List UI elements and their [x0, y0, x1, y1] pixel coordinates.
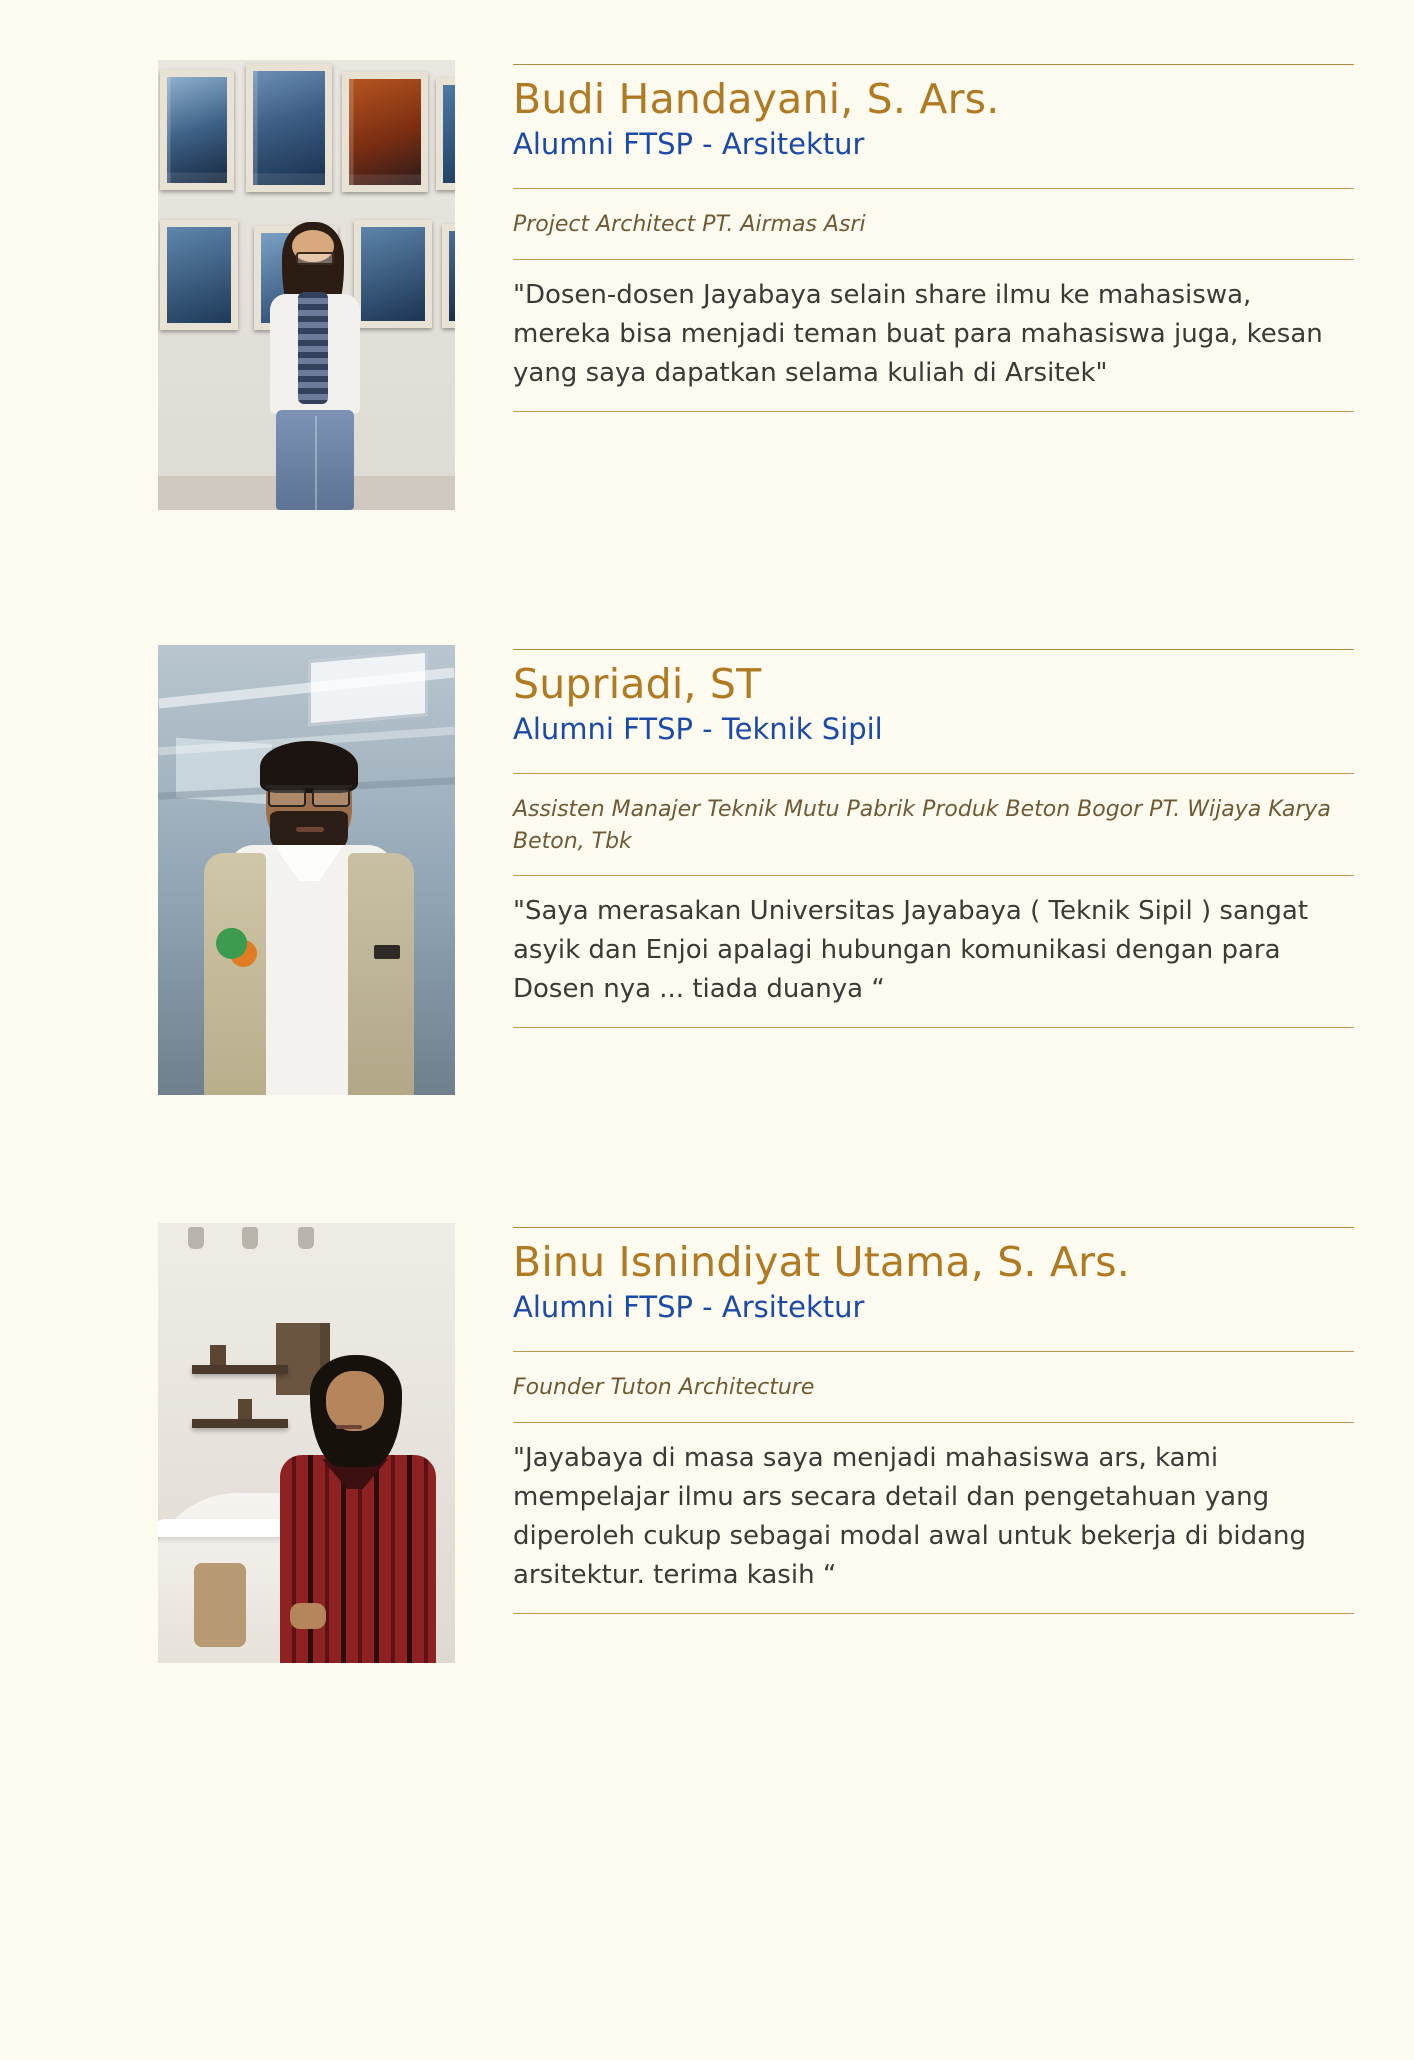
header-block	[513, 65, 1354, 188]
alumni-photo	[158, 60, 455, 510]
wall-shelf	[192, 1419, 288, 1428]
scarf	[298, 292, 328, 404]
alumni-role: Assisten Manajer Teknik Mutu Pabrik Produk Beton Bogor PT. Wijaya Karya Beton, Tbk	[513, 796, 1331, 854]
alumni-name: Supriadi, ST	[513, 660, 762, 708]
alumni-photo	[158, 645, 455, 1095]
alumni-program: Alumni FTSP - Arsitektur	[513, 126, 865, 161]
person-figure	[276, 1363, 436, 1663]
alumni-quote: "Saya merasakan Universitas Jayabaya ( Teknik Sipil ) sangat asyik dan Enjoi apalagi hubungan komunikasi dengan para Dosen nya ... tiada duanya “	[513, 896, 1309, 1005]
testimonial-content	[513, 645, 1354, 1028]
jeans	[276, 410, 354, 510]
work-vest	[348, 853, 414, 1095]
divider	[513, 1613, 1354, 1614]
hair	[310, 1355, 402, 1467]
framed-picture-icon	[442, 224, 455, 328]
alumni-name: Binu Isnindiyat Utama, S. Ars.	[513, 1238, 1130, 1286]
divider	[513, 1027, 1354, 1028]
framed-picture-icon	[160, 70, 234, 190]
shelf-object	[210, 1345, 226, 1365]
alumni-program: Alumni FTSP - Teknik Sipil	[513, 711, 883, 746]
framed-picture-icon	[436, 78, 455, 190]
person-figure	[204, 749, 414, 1095]
wall-shelf	[192, 1365, 288, 1374]
work-vest	[204, 853, 266, 1095]
framed-picture-icon	[160, 220, 238, 330]
shelf-object	[238, 1399, 252, 1419]
name-badge	[374, 945, 400, 959]
ceiling-light-icon	[298, 1227, 314, 1249]
mouth	[296, 827, 324, 832]
testimonial-content	[513, 60, 1354, 412]
testimonial-card	[0, 1223, 1414, 1663]
alumni-program: Alumni FTSP - Arsitektur	[513, 1289, 865, 1324]
header-block	[513, 650, 1354, 773]
stool	[194, 1563, 246, 1647]
framed-picture-icon	[342, 72, 428, 192]
testimonial-page	[0, 60, 1414, 2060]
alumni-role: Founder Tuton Architecture	[513, 1374, 815, 1400]
photo-container	[158, 60, 455, 510]
hand	[290, 1603, 326, 1629]
alumni-photo	[158, 1223, 455, 1663]
mouth	[336, 1425, 362, 1429]
testimonial-card	[0, 60, 1414, 510]
alumni-quote: "Jayabaya di masa saya menjadi mahasiswa ars, kami mempelajar ilmu ars secara detail dan pengetahuan yang diperoleh cukup sebagai modal awal untuk bekerja di bidang arsitektur. terima kasih “	[513, 1442, 1306, 1590]
framed-picture-icon	[246, 64, 332, 192]
testimonial-content	[513, 1223, 1354, 1614]
header-block	[513, 1228, 1354, 1351]
glasses-icon	[296, 252, 334, 265]
ceiling-light-icon	[242, 1227, 258, 1249]
alumni-role: Project Architect PT. Airmas Asri	[513, 211, 866, 237]
alumni-quote: "Dosen-dosen Jayabaya selain share ilmu ke mahasiswa, mereka bisa menjadi teman buat para mahasiswa juga, kesan yang saya dapatkan selama kuliah di Arsitek"	[513, 279, 1323, 388]
photo-container	[158, 645, 455, 1095]
glasses-icon	[266, 785, 352, 804]
ceiling-light-icon	[188, 1227, 204, 1249]
photo-container	[158, 1223, 455, 1663]
testimonial-card	[0, 645, 1414, 1095]
company-logo-icon	[210, 925, 264, 971]
alumni-name: Budi Handayani, S. Ars.	[513, 75, 1000, 123]
divider	[513, 411, 1354, 412]
person-figure	[254, 228, 372, 510]
